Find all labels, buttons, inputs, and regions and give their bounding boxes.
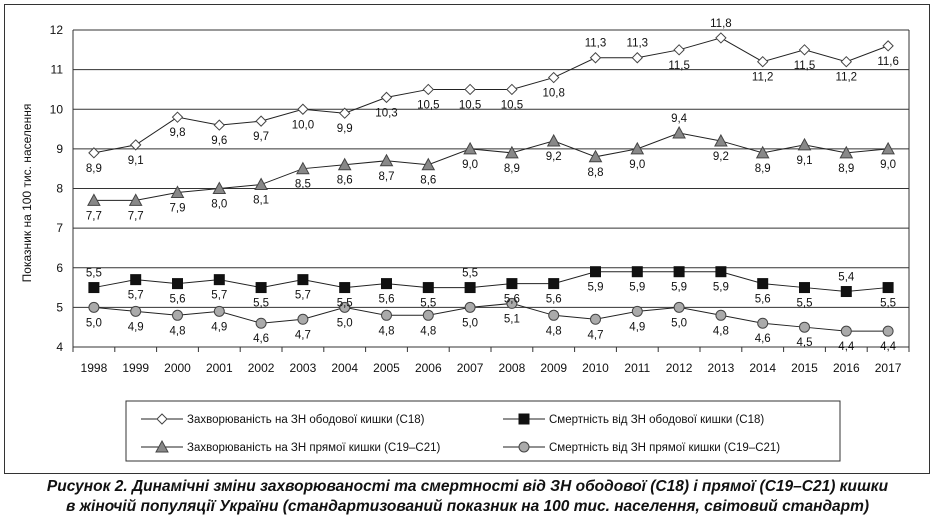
data-point [255,179,267,190]
data-label: 11,2 [751,71,774,84]
data-point [716,267,726,277]
caption-line-2: в жіночій популяції України (стандартизований показник на 100 тис. населення, світовий стандарт) [65,498,870,515]
data-label: 8,9 [754,162,771,175]
data-label: 4,4 [838,341,855,354]
data-point [214,120,224,130]
y-tick-label: 6 [56,260,63,275]
data-label: 5,5 [85,267,102,280]
data-point [716,33,726,43]
data-label: 11,6 [877,55,899,68]
data-point [674,302,684,312]
data-label: 8,9 [838,162,855,175]
data-label: 8,7 [378,170,395,183]
data-label: 8,6 [420,174,437,187]
data-label: 11,5 [793,59,816,72]
data-label: 10,0 [291,119,315,132]
data-label: 11,3 [626,37,649,50]
data-point [423,84,433,94]
data-point [758,279,768,289]
data-label: 10,5 [500,99,524,112]
x-tick-label: 2016 [832,361,860,375]
data-point [173,310,183,320]
data-label: 7,7 [127,210,144,223]
data-label: 4,8 [712,325,729,338]
legend-marker [519,414,529,424]
data-label: 7,7 [85,210,102,223]
data-label: 5,7 [127,289,144,302]
series-1 [85,127,897,205]
x-tick-label: 1999 [122,361,150,375]
data-label: 4,9 [127,321,144,334]
data-label: 5,5 [336,297,353,310]
data-point [214,275,224,285]
data-point [465,84,475,94]
x-tick-label: 2008 [498,361,526,375]
data-point [507,279,517,289]
data-label: 9,7 [253,131,270,144]
data-label: 5,6 [169,293,186,306]
x-tick-label: 2007 [456,361,484,375]
series-line [94,272,888,292]
data-point [673,127,685,138]
data-label: 5,6 [503,293,520,306]
data-point [632,306,642,316]
data-labels [86,18,899,353]
data-label: 5,5 [880,297,897,310]
data-label: 4,8 [169,325,186,338]
data-point [674,45,684,55]
data-label: 5,6 [545,293,562,306]
data-point [632,53,642,63]
data-point [841,326,851,336]
y-tick-label: 10 [49,102,63,117]
data-label: 5,6 [754,293,771,306]
data-label: 5,4 [838,271,855,284]
data-label: 11,8 [710,17,732,30]
data-point [883,326,893,336]
data-label: 8,1 [253,194,270,207]
data-label: 9,2 [712,150,729,163]
x-tick-label: 2015 [791,361,818,375]
data-point [549,73,559,83]
data-point [423,283,433,293]
data-label: 7,9 [169,202,186,215]
data-label: 5,9 [587,281,604,294]
data-label: 9,0 [462,158,479,171]
data-point [591,314,601,324]
data-label: 8,9 [503,162,520,175]
data-label: 4,9 [211,321,228,334]
data-label: 11,5 [668,59,690,72]
data-point [298,314,308,324]
data-label: 10,5 [417,99,440,112]
x-tick-label: 2005 [373,361,400,375]
data-point [591,267,601,277]
data-label: 4,8 [545,325,562,338]
data-point [800,45,810,55]
x-tick-label: 2006 [414,361,442,375]
data-point [591,53,601,63]
data-point [382,310,392,320]
data-point [800,283,810,293]
data-label: 5,9 [712,281,729,294]
x-tick-label: 2017 [874,361,902,375]
data-point [841,57,851,67]
data-point [758,318,768,328]
data-label: 5,7 [211,289,228,302]
data-label: 5,0 [462,317,479,330]
figure-caption [0,477,935,517]
data-label: 9,2 [545,150,562,163]
data-point [382,279,392,289]
y-tick-label: 8 [56,181,63,196]
data-point [423,310,433,320]
data-point [674,267,684,277]
x-tick-label: 2011 [624,361,651,375]
data-label: 8,9 [85,162,102,175]
legend-label: Смертність від ЗН прямої кишки (С19–С21) [549,442,781,454]
y-tick-label: 11 [50,62,63,77]
data-label: 5,1 [503,313,520,326]
data-point [256,116,266,126]
data-label: 11,2 [835,71,858,84]
data-label: 4,5 [796,337,813,350]
legend-label: Захворюваність на ЗН ободової кишки (С18) [187,414,425,426]
x-tick-label: 2012 [665,361,693,375]
data-label: 5,0 [671,317,688,330]
data-label: 10,3 [375,107,398,120]
x-tick-label: 2004 [331,361,359,375]
data-label: 4,4 [880,341,897,354]
data-label: 9,0 [629,158,646,171]
y-tick-label: 12 [49,23,63,37]
data-label: 9,4 [671,113,688,126]
data-label: 5,5 [462,267,479,280]
axes [50,23,909,375]
data-point [131,275,141,285]
data-label: 8,5 [294,178,311,191]
data-point [256,283,266,293]
line-chart [5,5,931,475]
x-tick-label: 2009 [540,361,568,375]
data-label: 9,6 [211,135,228,148]
data-point [883,41,893,51]
y-tick-label: 7 [56,221,63,236]
data-point [548,135,560,146]
data-point [841,287,851,297]
x-tick-label: 1998 [80,361,108,375]
data-label: 4,7 [294,329,311,342]
data-label: 9,9 [336,123,353,136]
data-point [549,279,559,289]
data-point [883,283,893,293]
x-tick-label: 2002 [247,361,275,375]
data-label: 9,1 [796,154,813,167]
data-label: 5,7 [294,289,311,302]
data-label: 4,8 [378,325,395,338]
y-tick-label: 5 [56,300,63,315]
data-point [799,139,811,150]
data-label: 5,5 [420,297,437,310]
x-tick-label: 2003 [289,361,317,375]
series-0 [89,33,893,158]
data-label: 5,9 [629,281,646,294]
data-label: 5,0 [85,317,102,330]
data-label: 9,8 [169,127,186,140]
data-label: 5,9 [671,281,688,294]
data-point [716,310,726,320]
data-point [549,310,559,320]
x-tick-label: 2014 [749,361,777,375]
data-label: 8,8 [587,166,604,179]
data-point [465,302,475,312]
chart-frame [4,4,930,474]
caption-line-1: Рисунок 2. Динамічні зміни захворюваності та смертності від ЗН ободової (С18) і прямої (С19–С21) кишки [46,478,889,495]
y-tick-label: 9 [56,141,63,156]
x-tick-label: 2010 [582,361,609,375]
data-label: 5,5 [253,297,270,310]
y-axis-title: Показник на 100 тис. населення [20,103,34,283]
data-label: 4,6 [754,333,771,346]
legend-label: Захворюваність на ЗН прямої кишки (С19–С21) [187,442,441,454]
data-label: 4,7 [587,329,604,342]
data-point [381,155,393,166]
data-point [632,267,642,277]
data-label: 9,0 [880,158,897,171]
data-label: 5,6 [378,293,395,306]
data-point [800,322,810,332]
x-tick-label: 2001 [205,361,233,375]
data-label: 8,6 [336,174,353,187]
x-tick-label: 2000 [164,361,191,375]
data-label: 9,1 [127,154,144,167]
data-label: 10,5 [458,99,482,112]
data-point [89,302,99,312]
data-point [256,318,266,328]
data-label: 8,0 [211,198,228,211]
data-point [465,283,475,293]
legend [126,401,840,461]
data-point [758,57,768,67]
data-label: 4,8 [420,325,437,338]
series-3 [89,298,893,336]
data-label: 4,9 [629,321,646,334]
data-label: 5,0 [336,317,353,330]
legend-label: Смертність від ЗН ободової кишки (С18) [549,414,765,426]
series-2 [89,267,893,297]
data-point [214,306,224,316]
data-point [131,306,141,316]
data-point [298,104,308,114]
legend-marker [519,442,529,452]
data-point [340,283,350,293]
data-point [173,112,183,122]
x-tick-label: 2013 [707,361,735,375]
data-point [173,279,183,289]
data-point [382,92,392,102]
data-label: 10,8 [542,87,565,100]
data-point [89,283,99,293]
data-point [298,275,308,285]
data-label: 11,3 [584,37,607,50]
data-label: 5,5 [796,297,813,310]
y-tick-label: 4 [56,340,63,354]
data-label: 4,6 [253,333,270,346]
data-point [507,84,517,94]
